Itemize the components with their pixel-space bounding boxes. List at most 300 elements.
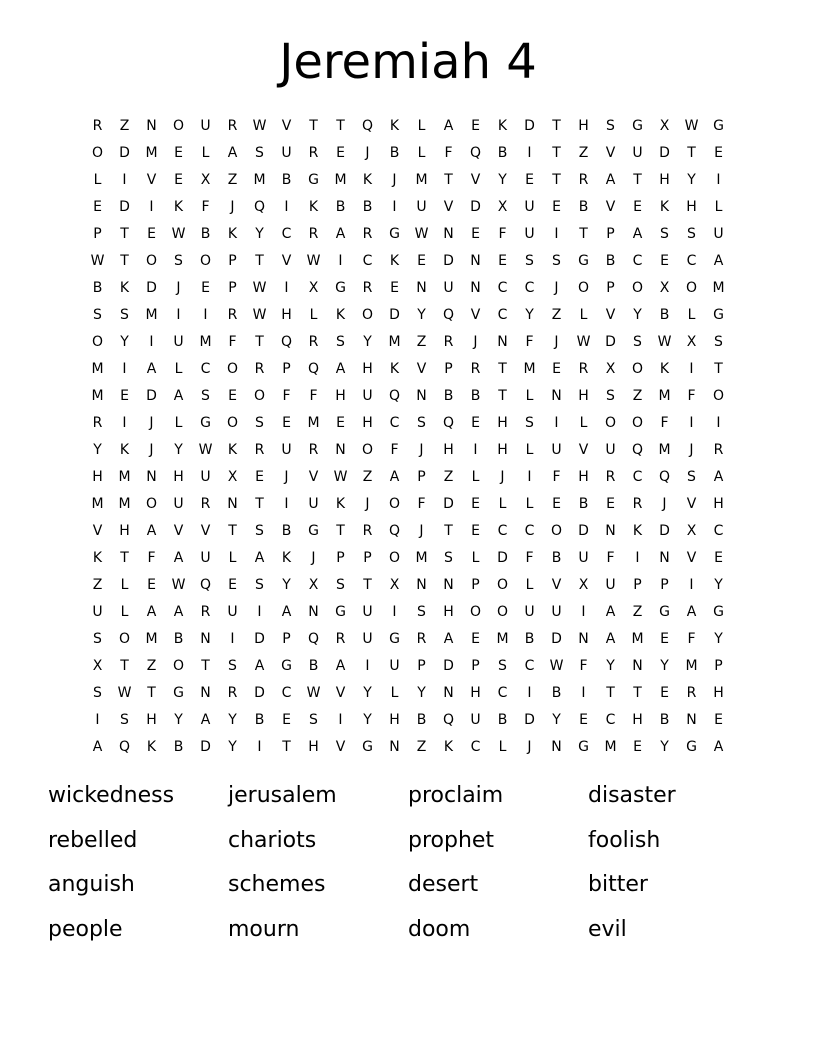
grid-letter: E	[201, 280, 210, 296]
grid-letter: Y	[552, 712, 561, 728]
grid-letter: I	[689, 415, 694, 431]
grid-letter: U	[173, 334, 184, 350]
grid-letter: S	[93, 307, 102, 323]
grid-letter: H	[362, 361, 373, 377]
grid-letter: E	[471, 226, 480, 242]
grid-letter: U	[200, 550, 211, 566]
grid-letter: O	[145, 253, 158, 269]
grid-letter: P	[660, 577, 669, 593]
grid-letter: L	[714, 199, 723, 215]
grid-letter: H	[362, 415, 373, 431]
grid-letter: H	[173, 469, 184, 485]
grid-letter: M	[118, 496, 131, 512]
grid-letter: M	[496, 631, 509, 647]
grid-letter: R	[362, 280, 373, 296]
grid-letter: C	[281, 226, 292, 242]
grid-letter: L	[417, 118, 426, 134]
grid-letter: A	[335, 658, 346, 674]
grid-letter: H	[389, 712, 400, 728]
grid-letter: O	[469, 604, 482, 620]
grid-letter: P	[228, 280, 237, 296]
grid-letter: I	[338, 712, 343, 728]
grid-letter: Y	[93, 442, 102, 458]
grid-letter: L	[390, 685, 399, 701]
grid-letter: R	[416, 631, 427, 647]
grid-letter: H	[632, 712, 643, 728]
grid-letter: D	[254, 631, 265, 647]
grid-letter: F	[552, 469, 561, 485]
grid-letter: N	[443, 226, 454, 242]
grid-letter: R	[470, 361, 481, 377]
grid-letter: G	[632, 118, 643, 134]
grid-letter: Z	[578, 145, 589, 161]
grid-letter: D	[200, 739, 211, 755]
grid-letter: S	[120, 307, 129, 323]
grid-letter: E	[336, 415, 345, 431]
grid-letter: M	[658, 442, 671, 458]
grid-letter: M	[145, 631, 158, 647]
grid-letter: J	[149, 415, 154, 431]
grid-letter: U	[308, 496, 319, 512]
grid-letter: U	[281, 442, 292, 458]
grid-letter: O	[604, 415, 617, 431]
grid-letter: Y	[228, 712, 237, 728]
grid-letter: Y	[714, 577, 723, 593]
grid-letter: S	[525, 253, 534, 269]
grid-letter: E	[336, 145, 345, 161]
grid-letter: W	[252, 307, 267, 323]
grid-letter: Z	[416, 334, 427, 350]
grid-letter: P	[444, 361, 453, 377]
grid-letter: E	[552, 496, 561, 512]
grid-letter: U	[227, 604, 238, 620]
grid-letter: N	[470, 280, 481, 296]
grid-letter: K	[632, 523, 643, 539]
grid-letter: F	[525, 334, 534, 350]
grid-letter: E	[660, 685, 669, 701]
grid-letter: X	[686, 334, 697, 350]
grid-letter: I	[527, 145, 532, 161]
grid-letter: X	[497, 199, 508, 215]
grid-letter: E	[93, 199, 102, 215]
grid-letter: R	[443, 334, 454, 350]
grid-letter: S	[660, 226, 669, 242]
grid-letter: C	[497, 685, 508, 701]
grid-letter: E	[660, 253, 669, 269]
grid-letter: V	[605, 307, 616, 323]
word-bank-item: schemes	[228, 872, 326, 897]
grid-letter: G	[335, 604, 346, 620]
grid-letter: V	[605, 145, 616, 161]
grid-letter: L	[498, 496, 507, 512]
word-bank-item: desert	[408, 872, 479, 897]
grid-letter: N	[443, 577, 454, 593]
grid-row	[84, 707, 732, 734]
grid-letter: N	[146, 469, 157, 485]
grid-letter: Z	[551, 307, 562, 323]
grid-letter: I	[230, 631, 235, 647]
grid-letter: U	[524, 604, 535, 620]
grid-letter: Y	[498, 172, 507, 188]
grid-letter: A	[146, 361, 157, 377]
grid-letter: T	[633, 685, 642, 701]
grid-letter: V	[335, 739, 346, 755]
grid-letter: K	[389, 361, 400, 377]
grid-letter: O	[226, 415, 239, 431]
grid-letter: E	[660, 631, 669, 647]
grid-row	[84, 734, 732, 761]
grid-letter: K	[443, 739, 454, 755]
grid-letter: X	[308, 577, 319, 593]
grid-letter: I	[122, 361, 127, 377]
grid-letter: H	[443, 442, 454, 458]
grid-letter: T	[498, 388, 507, 404]
grid-letter: G	[173, 685, 184, 701]
grid-letter: Z	[146, 658, 157, 674]
grid-letter: B	[659, 307, 670, 323]
grid-letter: V	[92, 523, 103, 539]
grid-letter: I	[689, 361, 694, 377]
grid-letter: E	[471, 415, 480, 431]
grid-letter: Q	[442, 307, 455, 323]
grid-letter: W	[414, 226, 429, 242]
grid-letter: P	[228, 253, 237, 269]
word-bank-item: doom	[408, 916, 471, 942]
grid-letter: F	[282, 388, 291, 404]
grid-row	[84, 113, 732, 140]
grid-letter: U	[362, 631, 373, 647]
grid-letter: O	[253, 388, 266, 404]
grid-letter: O	[712, 388, 725, 404]
grid-letter: Y	[255, 226, 264, 242]
grid-letter: Q	[118, 739, 131, 755]
grid-letter: N	[551, 739, 562, 755]
grid-letter: U	[470, 712, 481, 728]
grid-letter: D	[578, 523, 589, 539]
grid-letter: L	[174, 361, 183, 377]
grid-letter: S	[309, 712, 318, 728]
word-bank-item: bitter	[588, 872, 648, 897]
grid-letter: T	[444, 523, 453, 539]
grid-letter: X	[389, 577, 400, 593]
grid-letter: T	[255, 253, 264, 269]
grid-letter: O	[361, 307, 374, 323]
grid-letter: R	[227, 685, 238, 701]
grid-letter: D	[146, 280, 157, 296]
grid-letter: J	[392, 172, 397, 188]
grid-letter: I	[257, 604, 262, 620]
grid-letter: K	[281, 550, 292, 566]
grid-letter: U	[605, 577, 616, 593]
word-bank-item: mourn	[228, 916, 300, 942]
grid-letter: G	[335, 280, 346, 296]
grid-letter: B	[443, 388, 454, 404]
grid-letter: I	[581, 685, 586, 701]
grid-letter: G	[713, 604, 724, 620]
grid-letter: V	[308, 469, 319, 485]
grid-letter: T	[714, 361, 723, 377]
grid-letter: I	[122, 172, 127, 188]
grid-letter: Q	[199, 577, 212, 593]
grid-letter: K	[146, 739, 157, 755]
grid-letter: R	[362, 523, 373, 539]
grid-letter: A	[254, 658, 265, 674]
grid-letter: L	[201, 145, 210, 161]
grid-letter: M	[604, 739, 617, 755]
grid-letter: C	[470, 739, 481, 755]
grid-letter: W	[549, 658, 564, 674]
grid-letter: I	[527, 685, 532, 701]
grid-letter: X	[686, 523, 697, 539]
grid-letter: H	[92, 469, 103, 485]
grid-letter: E	[282, 712, 291, 728]
grid-letter: C	[362, 253, 373, 269]
grid-letter: T	[147, 685, 156, 701]
grid-letter: E	[552, 199, 561, 215]
grid-letter: K	[227, 442, 238, 458]
grid-letter: A	[173, 604, 184, 620]
grid-letter: R	[578, 361, 589, 377]
grid-letter: F	[201, 199, 210, 215]
grid-letter: A	[443, 631, 454, 647]
grid-letter: U	[416, 199, 427, 215]
grid-letter: I	[149, 199, 154, 215]
grid-row	[84, 599, 732, 626]
grid-letter: D	[254, 685, 265, 701]
grid-letter: K	[308, 199, 319, 215]
grid-letter: U	[605, 442, 616, 458]
grid-letter: N	[227, 496, 238, 512]
grid-letter: I	[203, 307, 208, 323]
grid-letter: J	[419, 523, 424, 539]
grid-row	[84, 680, 732, 707]
grid-letter: E	[714, 712, 723, 728]
word-bank-item: prophet	[408, 827, 495, 853]
word-bank-item: disaster	[588, 783, 676, 808]
grid-row	[84, 275, 732, 302]
grid-letter: H	[713, 685, 724, 701]
grid-row	[84, 653, 732, 680]
grid-letter: M	[307, 415, 320, 431]
grid-letter: G	[659, 604, 670, 620]
word-bank-item: evil	[588, 916, 627, 942]
grid-letter: O	[388, 496, 401, 512]
grid-letter: I	[284, 280, 289, 296]
grid-letter: P	[606, 280, 615, 296]
grid-letter: S	[525, 415, 534, 431]
grid-letter: Z	[632, 604, 643, 620]
grid-letter: W	[306, 685, 321, 701]
grid-letter: V	[281, 253, 292, 269]
grid-letter: Q	[253, 199, 266, 215]
grid-letter: L	[471, 469, 480, 485]
grid-letter: M	[145, 145, 158, 161]
grid-letter: Y	[633, 307, 642, 323]
grid-letter: K	[119, 442, 130, 458]
grid-letter: X	[92, 658, 103, 674]
grid-letter: S	[417, 604, 426, 620]
grid-letter: H	[578, 118, 589, 134]
grid-letter: R	[362, 226, 373, 242]
grid-letter: G	[308, 172, 319, 188]
grid-letter: F	[498, 226, 507, 242]
grid-letter: B	[173, 631, 184, 647]
grid-letter: W	[576, 334, 591, 350]
grid-letter: J	[500, 469, 505, 485]
grid-letter: C	[632, 253, 643, 269]
grid-letter: I	[257, 739, 262, 755]
grid-letter: X	[308, 280, 319, 296]
grid-letter: V	[281, 118, 292, 134]
grid-letter: L	[498, 739, 507, 755]
grid-letter: H	[686, 199, 697, 215]
grid-letter: B	[497, 145, 508, 161]
grid-letter: Y	[363, 712, 372, 728]
grid-letter: B	[470, 388, 481, 404]
grid-letter: D	[119, 145, 130, 161]
grid-letter: Q	[658, 469, 671, 485]
grid-letter: S	[633, 334, 642, 350]
grid-letter: U	[551, 442, 562, 458]
grid-letter: E	[579, 712, 588, 728]
grid-letter: O	[496, 604, 509, 620]
grid-letter: E	[633, 199, 642, 215]
grid-letter: Y	[525, 307, 534, 323]
grid-letter: R	[632, 496, 643, 512]
grid-letter: E	[498, 253, 507, 269]
grid-letter: A	[632, 226, 643, 242]
grid-letter: U	[578, 550, 589, 566]
grid-letter: X	[659, 280, 670, 296]
page-title: Jeremiah 4	[279, 34, 537, 90]
grid-letter: N	[686, 712, 697, 728]
grid-letter: S	[228, 658, 237, 674]
grid-letter: P	[417, 658, 426, 674]
grid-letter: K	[659, 361, 670, 377]
grid-letter: M	[253, 172, 266, 188]
grid-letter: I	[284, 199, 289, 215]
grid-letter: Q	[469, 145, 482, 161]
grid-letter: R	[254, 442, 265, 458]
grid-letter: S	[120, 712, 129, 728]
grid-letter: K	[497, 118, 508, 134]
grid-letter: U	[200, 118, 211, 134]
grid-letter: M	[334, 172, 347, 188]
grid-letter: V	[578, 442, 589, 458]
grid-letter: U	[551, 604, 562, 620]
grid-letter: E	[174, 172, 183, 188]
grid-letter: N	[497, 334, 508, 350]
grid-letter: T	[552, 172, 561, 188]
grid-letter: M	[631, 631, 644, 647]
grid-letter: G	[308, 523, 319, 539]
grid-letter: E	[120, 388, 129, 404]
grid-letter: S	[174, 253, 183, 269]
grid-letter: T	[120, 658, 129, 674]
grid-letter: H	[119, 523, 130, 539]
grid-letter: L	[525, 442, 534, 458]
grid-letter: F	[579, 658, 588, 674]
grid-letter: Q	[280, 334, 293, 350]
grid-letter: C	[524, 280, 535, 296]
grid-letter: K	[659, 199, 670, 215]
grid-letter: N	[632, 658, 643, 674]
grid-letter: Y	[228, 739, 237, 755]
grid-letter: Q	[388, 523, 401, 539]
grid-letter: Y	[120, 334, 129, 350]
grid-letter: F	[687, 388, 696, 404]
grid-letter: O	[631, 280, 644, 296]
grid-letter: C	[524, 658, 535, 674]
grid-letter: T	[309, 118, 318, 134]
grid-letter: F	[444, 145, 453, 161]
grid-row	[84, 491, 732, 518]
grid-letter: X	[605, 361, 616, 377]
grid-letter: T	[579, 226, 588, 242]
grid-letter: N	[416, 280, 427, 296]
grid-letter: Y	[174, 712, 183, 728]
grid-letter: L	[228, 550, 237, 566]
grid-row	[84, 572, 732, 599]
grid-letter: Z	[92, 577, 103, 593]
grid-letter: W	[684, 118, 699, 134]
grid-letter: D	[470, 199, 481, 215]
grid-letter: V	[146, 172, 157, 188]
grid-letter: U	[443, 280, 454, 296]
grid-letter: I	[473, 442, 478, 458]
grid-letter: G	[200, 415, 211, 431]
grid-letter: U	[524, 199, 535, 215]
grid-letter: O	[118, 631, 131, 647]
grid-letter: T	[336, 118, 345, 134]
grid-letter: B	[254, 712, 265, 728]
word-bank-item: proclaim	[408, 783, 504, 808]
grid-letter: W	[333, 469, 348, 485]
grid-letter: F	[525, 550, 534, 566]
grid-letter: V	[686, 496, 697, 512]
grid-letter: A	[713, 469, 724, 485]
grid-letter: R	[308, 442, 319, 458]
grid-letter: A	[605, 172, 616, 188]
grid-letter: I	[527, 469, 532, 485]
grid-letter: O	[172, 658, 185, 674]
grid-row	[84, 302, 732, 329]
grid-letter: L	[93, 172, 102, 188]
grid-letter: Y	[282, 577, 291, 593]
grid-letter: O	[145, 496, 158, 512]
grid-letter: N	[389, 739, 400, 755]
grid-letter: B	[524, 631, 535, 647]
grid-letter: E	[633, 739, 642, 755]
grid-letter: I	[716, 415, 721, 431]
grid-letter: C	[686, 253, 697, 269]
grid-letter: A	[713, 253, 724, 269]
grid-letter: A	[173, 550, 184, 566]
grid-letter: F	[309, 388, 318, 404]
grid-letter: H	[146, 712, 157, 728]
grid-letter: I	[581, 604, 586, 620]
grid-letter: F	[147, 550, 156, 566]
grid-row	[84, 464, 732, 491]
grid-letter: K	[92, 550, 103, 566]
grid-letter: R	[92, 415, 103, 431]
grid-letter: W	[171, 577, 186, 593]
grid-letter: I	[554, 415, 559, 431]
grid-letter: D	[443, 658, 454, 674]
grid-letter: M	[91, 496, 104, 512]
grid-letter: N	[578, 631, 589, 647]
grid-letter: E	[228, 577, 237, 593]
